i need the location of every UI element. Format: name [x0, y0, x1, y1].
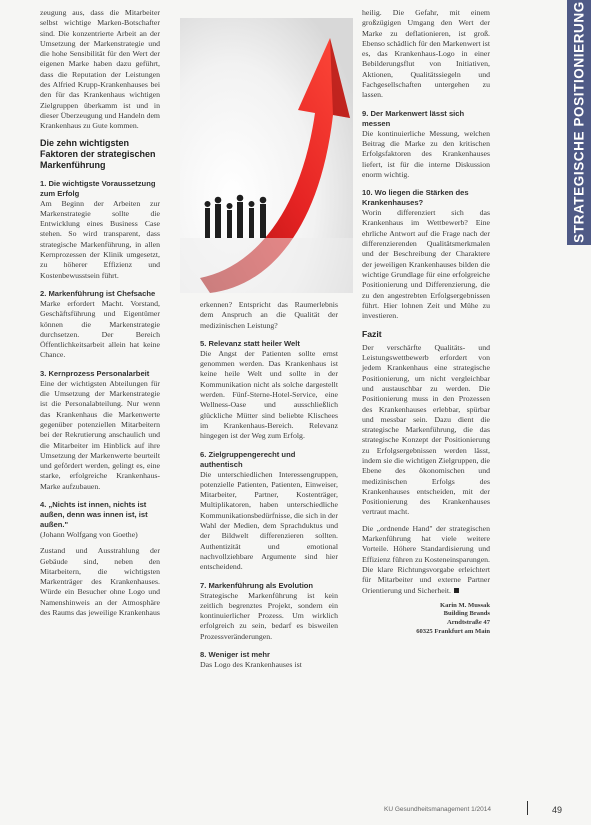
column-2	[200, 300, 338, 676]
footer-divider	[527, 801, 528, 815]
factor-8-title: 8. Weniger ist mehr	[200, 650, 270, 660]
section-heading: Die zehn wichtigsten Faktoren der strategischen Markenführung	[40, 137, 156, 170]
column-3	[362, 8, 490, 636]
factor-6-text: Die unterschiedlichen Interessengruppen, potenzielle Patienten, Patienten, Einweiser, Mitarbeiter, Partner, Kostenträger, Multiplikatoren, haben unterschiedliche Kommunikationsbedürfnisse, die sich in der Wahl der Medien, dem Sprachduktus und der Bildwelt differenzieren sollten. Authentizität und emotional nachvollziehbare Argumente sind hier entscheidend.	[200, 469, 338, 572]
intro-paragraph: zeugung aus, dass die Mitarbeiter selbst wichtige Marken-Botschafter sind. Die konzentrierte Arbeit an der Umsetzung der Markenstrategie und die hohe Sensibilität für den Wert der eigenen Marke haben dazu geführt, dass die Reputation der Leistungen des Alfried Krupp-Krankenhauses bei den für das Krankenhaus wichtigen Zielgruppen überkamm ist und in dieser Überzeugung und Handeln dem Krankenhaus zu Gute kommen.	[40, 8, 160, 131]
factor-7-title: 7. Markenführung als Evolution	[200, 580, 314, 590]
factor-10-title: 10. Wo liegen die Stärken des Krankenhauses?	[362, 188, 469, 208]
factor-1-title: 1. Die wichtigste Voraussetzung zum Erfolg	[40, 178, 156, 198]
conclusion-text-1: Der verschärfte Qualitäts- und Leistungswettbewerb erfordert von jedem Krankenhaus eine strategische Positionierung, um nicht vergleichbar und austauschbar zu werden. Die Positionierung muss in den Prozessen des Krankenhauses erlebbar, spürbar und messbar sein. Dazu dient die strategische Markenführung, die das strategische Konzept der Positionierung zu Erfolgsergebnissen werden lässt, indem sie die wichtigen Zielgruppen, die Ebene des ökonomischen und medizinischen Erfolgs des Krankenhauses entscheiden, mit der Positionierung des Krankenhauses vertraut macht.	[362, 342, 490, 517]
end-mark-icon	[454, 588, 459, 593]
factor-3-title: 3. Kernprozess Personalarbeit	[40, 368, 150, 378]
author-name: Karin M. Mussak	[439, 601, 490, 609]
page-number: 49	[552, 805, 563, 815]
column-1	[40, 8, 160, 624]
column-3-intro: heilig. Die Gefahr, mit einem großzügigen Umgang den Wert der Marke zu deflationieren, ist groß. Ebenso schädlich für den Markenwert ist es, das Krankenhaus-Logo in einer Bebilderungsflut von Initiativen, Aktionen, Qualitätssiegeln und Fachgesellschaften untergehen zu lassen.	[362, 8, 490, 100]
author-street: Arndtstraße 47	[446, 619, 490, 627]
factor-10-text: Worin differenziert sich das Krankenhaus im Wettbewerb? Eine ehrliche Antwort auf die Frage nach der differenzierenden Qualitätsmerkmalen und der Beschreibung der Charaktere der jeweiligen Krankenhauses bilden die wichtige Grundlage für eine erfolgreiche Positionierung und Differenzierung, die zu den angestrebten Erfolgsergebnissen führt. Hier lohnen Zeit und Mühe zu investieren.	[362, 208, 490, 321]
column-2-intro: erkennen? Entspricht das Raumerlebnis dem Anspruch an die Qualität der medizinischen Leistung?	[200, 300, 338, 330]
footer-publication: KU Gesundheitsmanagement 1/2014	[384, 806, 491, 813]
factor-5-text: Die Angst der Patienten sollte ernst genommen werden. Das Krankenhaus ist keine heile Welt und sollte in der Kommunikation nicht als solche dargestellt werden. Fünf-Sterne-Hotel-Service, eine Wellness-Oase und ausschließlich glückliche Mütter sind beliebte Klischees im Krankenhaus-Bereich. Relevanz hingegen ist der Weg zum Erfolg.	[200, 348, 338, 441]
factor-7-text: Strategische Markenführung ist kein zeitlich begrenztes Projekt, sondern ein kontinuierlicher Prozess. Um wirklich erfolgreich zu sein, bedarf es bisweilen Prozessveränderungen.	[200, 590, 338, 641]
factor-6-title: 6. Zielgruppengerecht und authentisch	[200, 449, 296, 469]
conclusion-text-2-body: Die „ordnende Hand" der strategischen Markenführung hat viele weitere Vorteile. Höhere Standardisierung und Effizienz führen zu Kosteneinsparungen. Die klare Richtungsvorgabe erleichtert für Mitarbeiter und externe Partner Orientierung und Sicherheit.	[362, 523, 490, 595]
section-sidebar-tab	[567, 0, 591, 245]
factor-4-text: Zustand und Ausstrahlung der Gebäude sind, neben den Mitarbeitern, die wichtigsten Markenträger des Krankenhauses. Würde ein Besucher ohne Logo und Namenshinweis an der Atmosphäre des Raums das jeweilige Krankenhaus	[40, 546, 160, 618]
factor-2-title: 2. Markenführung ist Chefsache	[40, 288, 156, 298]
factor-3-text: Eine der wichtigsten Abteilungen für die Umsetzung der Markenstrategie ist die Personalabteilung. Nur wenn das Krankenhaus die Markenwerte gegenüber potenziellen Mitarbeitern bei der Rekrutierung anschaulich und die Mitarbeiter im Hinblick auf ihre Umsetzung der Markenwerte beurteilt und gefördert werden, gelingt es, eine starke, erfolgreiche Krankenhaus-Marke aufzubauen.	[40, 378, 160, 491]
factor-2-text: Marke erfordert Macht. Vorstand, Geschäftsführung und Eigentümer können die Markenstrategie durchsetzen. Der Bereich Öffentlichkeitsarbeit allein hat keine Chance.	[40, 298, 160, 360]
article-photo-rising-arrow	[180, 18, 353, 293]
factor-5-title: 5. Relevanz statt heiler Welt	[200, 338, 300, 348]
factor-4-title: 4. „Nichts ist innen, nichts ist außen, denn was innen ist, ist außen."	[40, 499, 148, 529]
factor-1-text: Am Beginn der Arbeiten zur Markenstrategie sollte die Entwicklung eines Business Case stehen. So wird transparent, dass strategische Markenführung, in allen Kernprozessen der Klinik umgesetzt, zu höherer Effizienz und Kostenbewusstsein führt.	[40, 198, 160, 280]
author-block	[362, 602, 490, 636]
conclusion-text-2	[362, 524, 490, 596]
section-title: STRATEGISCHE POSITIONIERUNG	[571, 1, 587, 243]
factor-9-text: Die kontinuierliche Messung, welchen Beitrag die Marke zu den kritischen Erfolgsfaktoren des Krankenhauses liefert, ist für die interne Diskussion enorm wichtig.	[362, 128, 490, 179]
factor-4-quote: (Johann Wolfgang von Goethe)	[40, 529, 138, 539]
conclusion-heading: Fazit	[362, 329, 382, 340]
factor-8-text: Das Logo des Krankenhauses ist	[200, 660, 302, 670]
author-company: Building Brands	[443, 610, 490, 618]
factor-9-title: 9. Der Markenwert lässt sich messen	[362, 108, 465, 128]
author-city: 60325 Frankfurt am Main	[416, 627, 490, 635]
